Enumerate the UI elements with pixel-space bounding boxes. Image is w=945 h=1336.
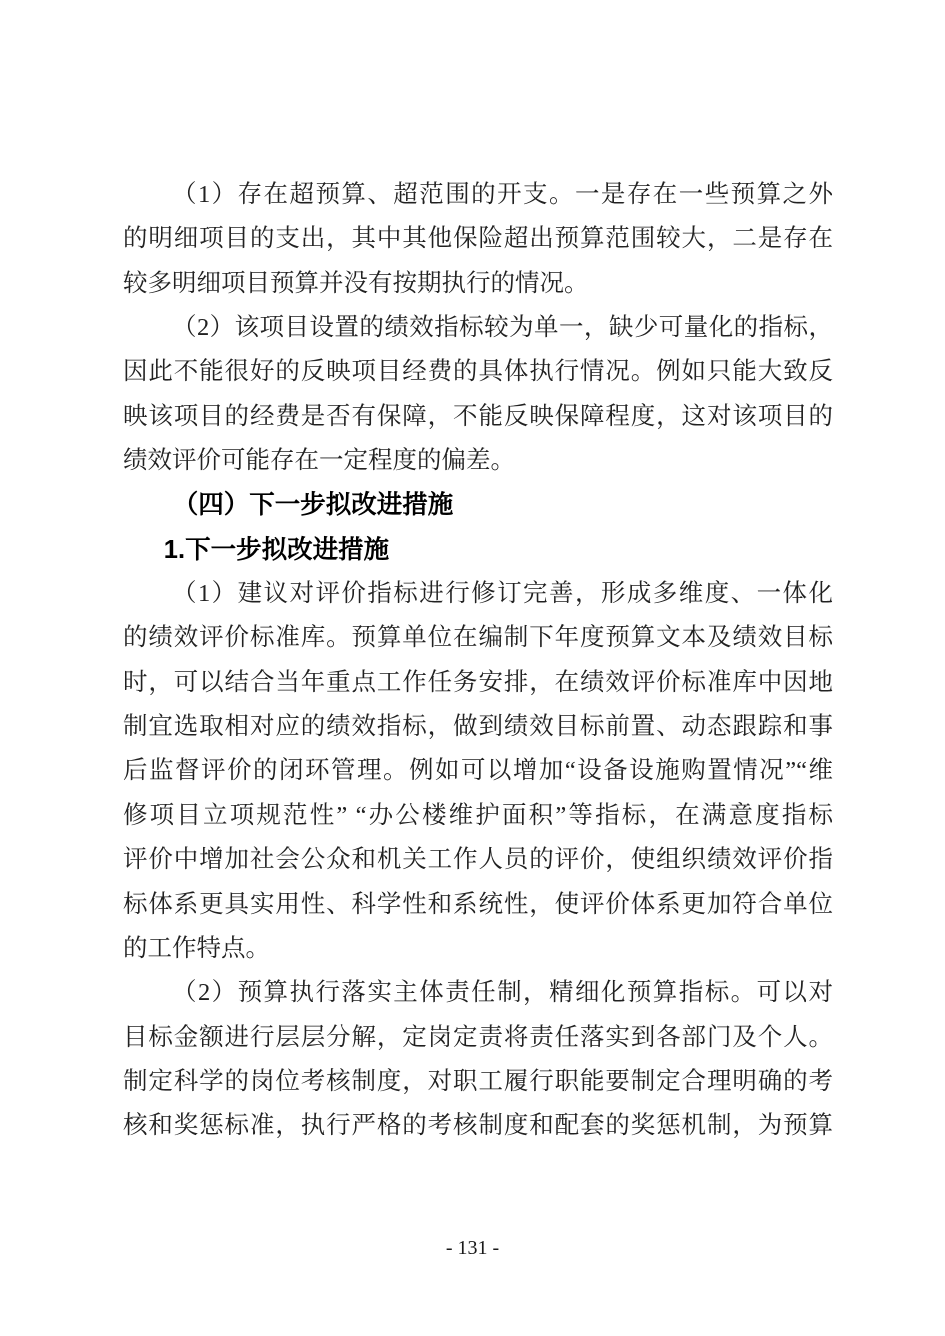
paragraph-improve-indicator-library-line-9: 的工作特点。 [123, 934, 270, 962]
paragraph-single-indicator-issue-line-1: （2）该项目设置的绩效指标较为单一，缺少可量化的指标， [172, 314, 833, 342]
paragraph-responsibility-system-line-4: 核和奖惩标准，执行严格的考核制度和配套的奖惩机制，为预算 [123, 1112, 833, 1140]
heading-subsection-one-line-1: 1.下一步拟改进措施 [163, 535, 390, 564]
paragraph-overbudget-issue-line-1: （1）存在超预算、超范围的开支。一是存在一些预算之外 [172, 181, 833, 208]
document-body [123, 173, 833, 1149]
paragraph-improve-indicator-library-line-6: 修项目立项规范性” “办公楼维护面积”等指标，在满意度指标 [123, 801, 833, 829]
paragraph-improve-indicator-library-line-4: 制宜选取相对应的绩效指标，做到绩效目标前置、动态跟踪和事 [123, 713, 833, 741]
paragraph-single-indicator-issue-line-3: 映该项目的经费是否有保障，不能反映保障程度，这对该项目的 [123, 402, 833, 430]
paragraph-single-indicator-issue-line-4: 绩效评价可能存在一定程度的偏差。 [123, 447, 515, 475]
paragraph-responsibility-system-line-2: 目标金额进行层层分解，定岗定责将责任落实到各部门及个人。 [123, 1023, 833, 1051]
paragraph-improve-indicator-library-line-3: 时，可以结合当年重点工作任务安排，在绩效评价标准库中因地 [123, 668, 833, 696]
paragraph-responsibility-system-line-1: （2）预算执行落实主体责任制，精细化预算指标。可以对 [172, 979, 833, 1007]
paragraph-improve-indicator-library-line-5: 后监督评价的闭环管理。例如可以增加“设备设施购置情况”“维 [123, 757, 833, 785]
paragraph-responsibility-system-line-3: 制定科学的岗位考核制度，对职工履行职能要制定合理明确的考 [123, 1067, 833, 1095]
paragraph-improve-indicator-library-line-1: （1）建议对评价指标进行修订完善，形成多维度、一体化 [172, 580, 833, 608]
paragraph-improve-indicator-library-line-2: 的绩效评价标准库。预算单位在编制下年度预算文本及绩效目标 [123, 624, 833, 652]
paragraph-improve-indicator-library-line-8: 标体系更具实用性、科学性和系统性，使评价体系更加符合单位 [123, 890, 833, 918]
paragraph-overbudget-issue-line-3: 较多明细项目预算并没有按期执行的情况。 [123, 269, 589, 297]
paragraph-overbudget-issue-line-2: 的明细项目的支出，其中其他保险超出预算范围较大，二是存在 [123, 225, 833, 253]
page-footer [0, 1237, 945, 1260]
paragraph-improve-indicator-library-line-7: 评价中增加社会公众和机关工作人员的评价，使组织绩效评价指 [123, 846, 833, 874]
page-number: - 131 - [445, 1237, 500, 1259]
paragraph-single-indicator-issue-line-2: 因此不能很好的反映项目经费的具体执行情况。例如只能大致反 [123, 358, 833, 386]
heading-section-four-line-1: （四）下一步拟改进措施 [172, 491, 454, 520]
